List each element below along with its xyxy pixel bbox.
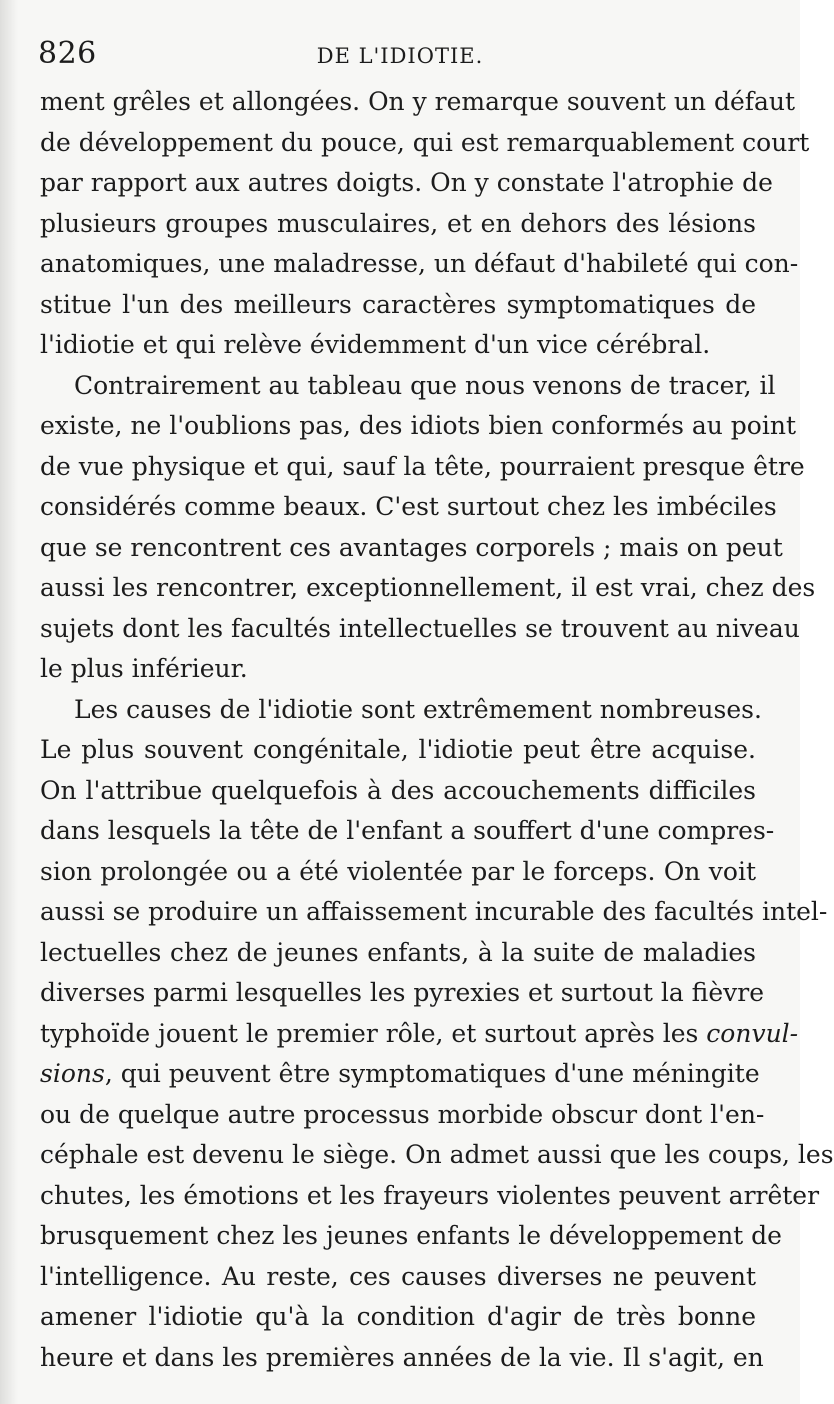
text-line [40, 1054, 760, 1095]
text-line: aussi se produire un affaissement incurable des facultés intel- [40, 897, 828, 926]
text-line: sujets dont les facultés intellectuelles se trouvent au niveau [40, 613, 800, 643]
text-line: l'intelligence. Au reste, ces causes diverses ne peuvent [40, 1261, 756, 1291]
text-line [40, 1014, 799, 1055]
page-gutter-shadow [0, 0, 18, 1404]
text-line: par rapport aux autres doigts. On y constate l'atrophie de [40, 168, 773, 197]
text-line: considérés comme beaux. C'est surtout chez les imbéciles [40, 492, 777, 521]
text-line: brusquement chez les jeunes enfants le développement de [40, 1221, 782, 1250]
text-line: Le plus souvent congénitale, l'idiotie peut être acquise. [40, 735, 756, 764]
text-line: le plus inférieur. [40, 654, 248, 683]
page-header [38, 34, 762, 74]
text-line: Contrairement au tableau que nous venons de tracer, il [74, 370, 776, 400]
text-line: lectuelles chez de jeunes enfants, à la suite de maladies [40, 937, 756, 967]
text-line: ou de quelque autre processus morbide obscur dont l'en- [40, 1099, 765, 1129]
running-title: DE L'IDIOTIE. [316, 44, 484, 68]
text-line: existe, ne l'oublions pas, des idiots bien conformés au point [40, 411, 796, 440]
text-line: aussi les rencontrer, exceptionnellement, il est vrai, chez des [40, 573, 816, 602]
text-line: Les causes de l'idiotie sont extrêmement nombreuses. [74, 694, 762, 724]
text-line: céphale est devenu le siège. On admet aussi que les coups, les [40, 1140, 834, 1169]
page-number: 826 [38, 36, 97, 71]
text-line: ment grêles et allongées. On y remarque souvent un défaut [40, 87, 796, 116]
text-line: stitue l'un des meilleurs caractères symptomatiques de [40, 289, 756, 319]
text-line: l'idiotie et qui relève évidemment d'un vice cérébral. [40, 330, 711, 359]
text-line: que se rencontrent ces avantages corporels ; mais on peut [40, 532, 783, 562]
text-line: de vue physique et qui, sauf la tête, pourraient presque être [40, 451, 805, 481]
text-segment: typhoïde jouent le premier rôle, et surtout après les [40, 1018, 707, 1048]
text-line: sion prolongée ou a été violentée par le forceps. On voit [40, 856, 756, 886]
text-segment: , qui peuvent être symptomatiques d'une méningite [104, 1059, 760, 1088]
text-line: plusieurs groupes musculaires, et en dehors des lésions [40, 208, 756, 238]
italic-term: sions [40, 1059, 105, 1088]
text-line: anatomiques, une maladresse, un défaut d'habileté qui con- [40, 249, 799, 278]
text-line: amener l'idiotie qu'à la condition d'agir de très bonne [40, 1302, 756, 1331]
italic-term: convul- [706, 1018, 799, 1048]
text-line: On l'attribue quelquefois à des accouchements difficiles [40, 775, 756, 805]
text-line: dans lesquels la tête de l'enfant a souffert d'une compres- [40, 816, 775, 845]
body-text [40, 82, 834, 1378]
text-line: de développement du pouce, qui est remarquablement court [40, 127, 810, 157]
text-line: diverses parmi lesquelles les pyrexies et surtout la fièvre [40, 978, 765, 1007]
text-line: chutes, les émotions et les frayeurs violentes peuvent arrêter [40, 1180, 820, 1210]
text-line: heure et dans les premières années de la vie. Il s'agit, en [40, 1342, 764, 1372]
